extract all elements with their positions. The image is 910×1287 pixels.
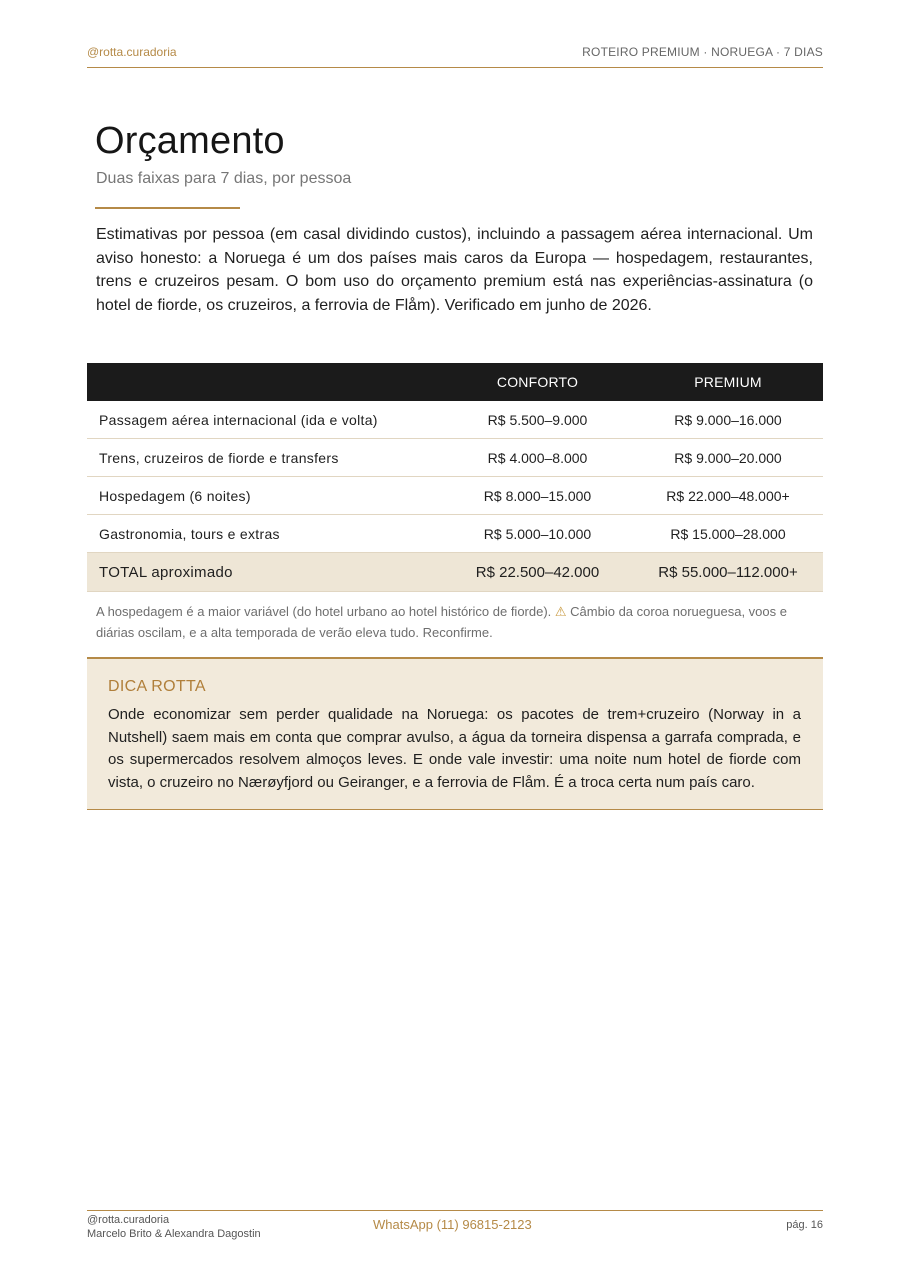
column-header-premium: PREMIUM xyxy=(633,363,823,401)
tip-title: DICA ROTTA xyxy=(108,678,206,695)
title-accent-rule xyxy=(95,207,240,209)
row-label: Passagem aérea internacional (ida e volta) xyxy=(87,401,442,439)
table-footnote xyxy=(96,601,816,643)
page-subtitle: Duas faixas para 7 dias, por pessoa xyxy=(96,170,352,187)
header-doc-title: ROTEIRO PREMIUM · NORUEGA · 7 DIAS xyxy=(582,45,823,59)
footer-brand: @rotta.curadoria xyxy=(87,1214,170,1226)
row-label: Gastronomia, tours e extras xyxy=(87,515,442,553)
page-title: Orçamento xyxy=(95,120,285,162)
conforto-value: R$ 4.000–8.000 xyxy=(442,439,633,477)
conforto-value: R$ 8.000–15.000 xyxy=(442,477,633,515)
total-conforto-value: R$ 22.500–42.000 xyxy=(442,553,633,592)
row-label: Hospedagem (6 noites) xyxy=(87,477,442,515)
total-row xyxy=(87,553,823,592)
table-row xyxy=(87,477,823,515)
budget-table xyxy=(87,363,823,592)
table-header-row xyxy=(87,363,823,401)
footnote-text: A hospedagem é a maior variável (do hotel urbano ao hotel histórico de fiorde). xyxy=(96,604,555,619)
page-number: pág. 16 xyxy=(786,1219,823,1231)
premium-value: R$ 9.000–20.000 xyxy=(633,439,823,477)
intro-paragraph: Estimativas por pessoa (em casal dividindo custos), incluindo a passagem aérea internacional. Um aviso honesto: a Noruega é um dos países mais caros da Europa — hospedagem, restaurantes, trens e cruzeiros pesam. O bom uso do orçamento premium está nas experiências-assinatura (o hotel de fiorde, os cruzeiros, a ferrovia de Flåm). Verificado em junho de 2026. xyxy=(96,226,813,314)
footer-authors: Marcelo Brito & Alexandra Dagostin xyxy=(87,1228,261,1240)
total-premium-value: R$ 55.000–112.000+ xyxy=(633,553,823,592)
conforto-value: R$ 5.000–10.000 xyxy=(442,515,633,553)
table-row xyxy=(87,439,823,477)
header-brand: @rotta.curadoria xyxy=(87,45,177,59)
table-row xyxy=(87,515,823,553)
tip-body: Onde economizar sem perder qualidade na Noruega: os pacotes de trem+cruzeiro (Norway in a Nutshell) saem mais em conta que comprar avulso, a água da torneira dispensa a garrafa comprada, e os supermercados resolvem almoços leves. E onde vale investir: uma noite num hotel de fiorde com vista, o cruzeiro no Nærøyfjord ou Geiranger, e a ferrovia de Flåm. É a troca certa num país caro. xyxy=(108,706,801,791)
premium-value: R$ 15.000–28.000 xyxy=(633,515,823,553)
premium-value: R$ 22.000–48.000+ xyxy=(633,477,823,515)
table-row xyxy=(87,401,823,439)
footer-whatsapp: WhatsApp (11) 96815-2123 xyxy=(373,1217,532,1232)
footnote-text-continued: Câmbio da coroa norueguesa, voos e diárias oscilam, e a alta temporada de verão eleva tudo. Reconfirme. xyxy=(96,604,787,640)
total-label: TOTAL aproximado xyxy=(87,553,442,592)
running-header xyxy=(87,45,823,59)
header-divider xyxy=(87,67,823,68)
footer-divider xyxy=(87,1210,823,1211)
warning-icon: ⚠ xyxy=(554,604,567,619)
conforto-value: R$ 5.500–9.000 xyxy=(442,401,633,439)
tip-box xyxy=(87,657,823,810)
premium-value: R$ 9.000–16.000 xyxy=(633,401,823,439)
row-label: Trens, cruzeiros de fiorde e transfers xyxy=(87,439,442,477)
column-header-item xyxy=(87,363,442,401)
footer-credits xyxy=(87,1213,261,1241)
column-header-conforto: CONFORTO xyxy=(442,363,633,401)
